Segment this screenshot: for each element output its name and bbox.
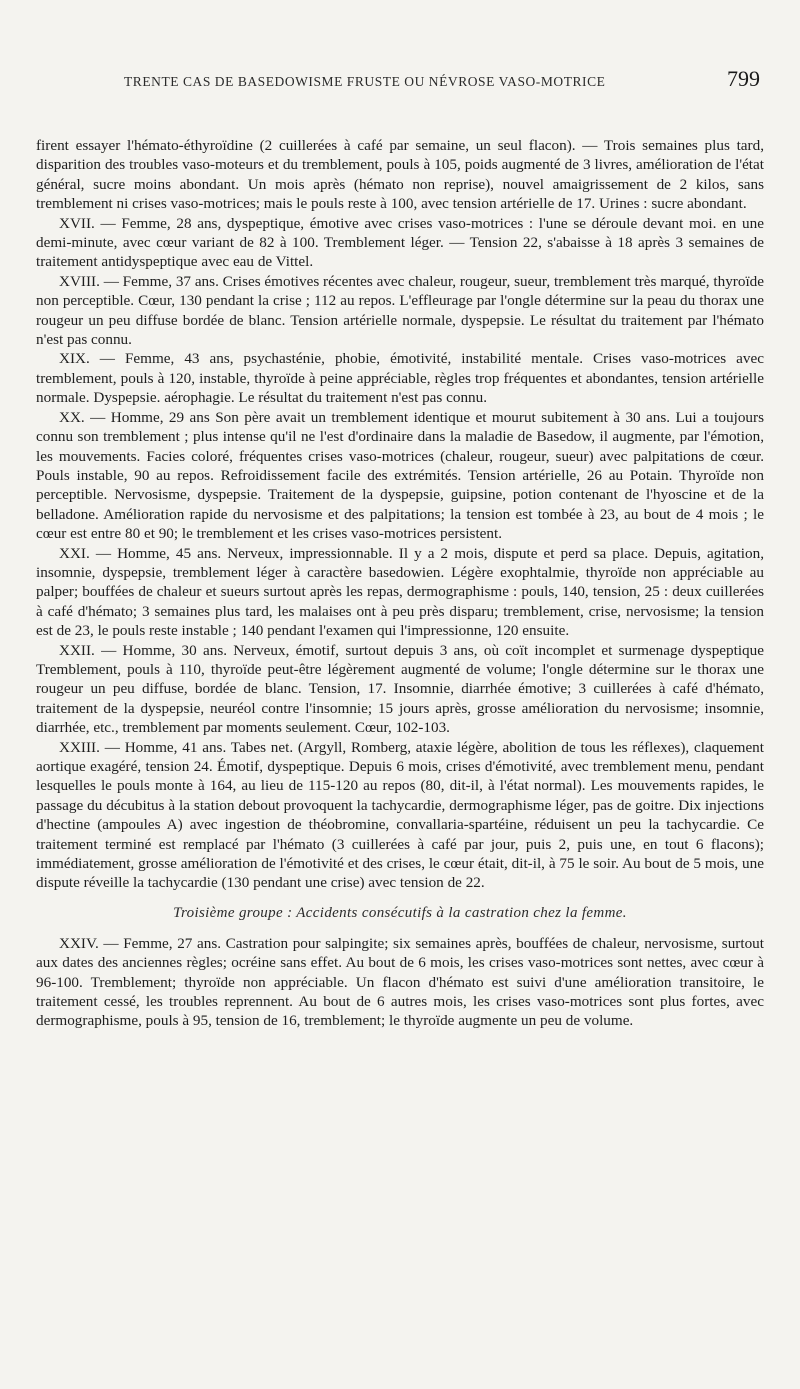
page-number: 799 <box>727 66 760 91</box>
case-xxi: XXI. — Homme, 45 ans. Nerveux, impressionnable. Il y a 2 mois, dispute et perd sa place. Depuis, agitation, insomnie, dyspepsie, tremblement léger à caractère basedowien. Légère exophtalmie, thyroïde non appréciable au palper; bouffées de chaleur et sueurs surtout après les repas, dermographisme : pouls, 140, tension, 25 : deux cuillerées à café d'hémato; 3 semaines plus tard, les malaises ont à peu près disparu; tremblement, crise, nervosisme; la tension est de 23, le pouls reste instable ; 140 pendant l'examen qui l'impressionne, 120 ensuite. <box>36 544 764 640</box>
case-xx: XX. — Homme, 29 ans Son père avait un tremblement identique et mourut subitement à 30 ans. Lui a toujours connu son tremblement ; plus intense qu'il ne l'est d'ordinaire dans la maladie de Basedow, il augmente, par l'émotion, les mouvements. Facies coloré, fréquentes crises vaso-motrices (chaleur, rougeur, sueur) avec palpitations de cœur. Pouls instable, 90 au repos. Refroidissement facile des extrémités. Tension artérielle, 26 au Potain. Thyroïde non perceptible. Nervosisme, dyspepsie. Traitement de la dyspepsie, guipsine, potion contenant de l'hyoscine et de la belladone. Amélioration rapide du nervosisme et des palpitations; la tension est tombée à 23, au bout de 4 mois ; le cœur est entre 80 et 90; le tremblement et les crises vaso-motrices persistent. <box>36 408 764 543</box>
body-text <box>36 136 764 1031</box>
case-xix: XIX. — Femme, 43 ans, psychasténie, phobie, émotivité, instabilité mentale. Crises vaso-motrices avec tremblement, pouls à 120, instable, thyroïde à peine appréciable, règles trop fréquentes et abondantes, tension artérielle normale. Dyspepsie. aérophagie. Le résultat du traitement n'est pas connu. <box>36 350 764 407</box>
case-xvii: XVII. — Femme, 28 ans, dyspeptique, émotive avec crises vaso-motrices : l'une se déroule devant moi. en une demi-minute, avec cœur variant de 82 à 100. Tremblement léger. — Tension 22, s'abaisse à 18 après 3 semaines de traitement antidyspeptique avec eau de Vittel. <box>36 214 764 271</box>
running-header <box>36 62 764 96</box>
case-xxii: XXII. — Homme, 30 ans. Nerveux, émotif, surtout depuis 3 ans, où coït incomplet et surmenage dyspeptique Tremblement, pouls à 110, thyroïde peut-être légèrement augmenté de volume; l'ongle détermine sur le thorax une rougeur un peu diffuse, bordée de blanc. Tension, 17. Insomnie, diarrhée émotive; 3 cuillerées à café d'hémato, traitement de la dyspepsie, neuréol contre l'insomnie; 15 jours après, grosse amélioration du nervosisme; insomnie, diarrhée, etc., tremblement par moments seulement. Cœur, 102-103. <box>36 641 764 737</box>
case-xxiv: XXIV. — Femme, 27 ans. Castration pour salpingite; six semaines après, bouffées de chaleur, nervosisme, surtout aux dates des anciennes règles; ocréine sans effet. Au bout de 6 mois, les crises vaso-motrices sont nettes, avec cœur à 96-100. Tremblement; thyroïde non appréciable. Un flacon d'hémato est suivi d'une amélioration transitoire, le traitement cessé, les troubles reprennent. Au bout de 6 autres mois, les crises vaso-motrices sont plus fortes, avec dermographisme, pouls à 95, tension de 16, tremblement; le thyroïde augmente un peu de volume. <box>36 934 764 1030</box>
case-xviii: XVIII. — Femme, 37 ans. Crises émotives récentes avec chaleur, rougeur, sueur, tremblement très marqué, thyroïde non perceptible. Cœur, 130 pendant la crise ; 112 au repos. L'effleurage par l'ongle détermine sur la peau du thorax une rougeur un peu diffuse bordée de blanc. Tension artérielle normale, dyspepsie. Le résultat du traitement par l'hémato n'est pas connu. <box>36 272 765 349</box>
running-title: TRENTE CAS DE BASEDOWISME FRUSTE OU NÉVROSE VASO-MOTRICE <box>124 74 606 89</box>
paragraph-continuation: firent essayer l'hémato-éthyroïdine (2 cuillerées à café par semaine, un seul flacon). — Trois semaines plus tard, disparition des troubles vaso-moteurs et du tremblement, pouls à 105, poids augmenté de 3 livres, amélioration de l'état général, sucre moins abondant. Un mois après (hémato non reprise), nouvel amaigrissement de 2 kilos, sans tremblement ni crises vaso-motrices; mais le pouls reste à 100, avec tension artérielle de 17. Urines : sucre abondant. <box>36 137 764 213</box>
case-xxiii: XXIII. — Homme, 41 ans. Tabes net. (Argyll, Romberg, ataxie légère, abolition de tous les réflexes), claquement aortique exagéré, tension 24. Émotif, dyspeptique. Depuis 6 mois, crises d'émotivité, avec tremblement menu, pendant lesquelles le pouls monte à 164, au lieu de 115-120 au repos (80, dit-il, à l'état normal). Les mouvements rapides, le passage du décubitus à la station debout provoquent la tachycardie, dermographisme léger, pas de goitre. Dix injections d'hectine (ampoules A) avec ingestion de théobromine, convallaria-spartéine, réduisent un peu la tachycardie. Ce traitement terminé est remplacé par l'hémato (3 cuillerées à café par jour, puis 2, puis une, en tout 6 flacons); immédiatement, grosse amélioration de l'émotivité et des crises, le cœur était, dit-il, à 75 le soir. Au bout de 5 mois, une dispute réveille la tachycardie (130 pendant une crise) avec tension de 22. <box>36 738 764 892</box>
section-heading: Troisième groupe : Accidents consécutifs à la castration chez la femme. <box>173 904 627 921</box>
